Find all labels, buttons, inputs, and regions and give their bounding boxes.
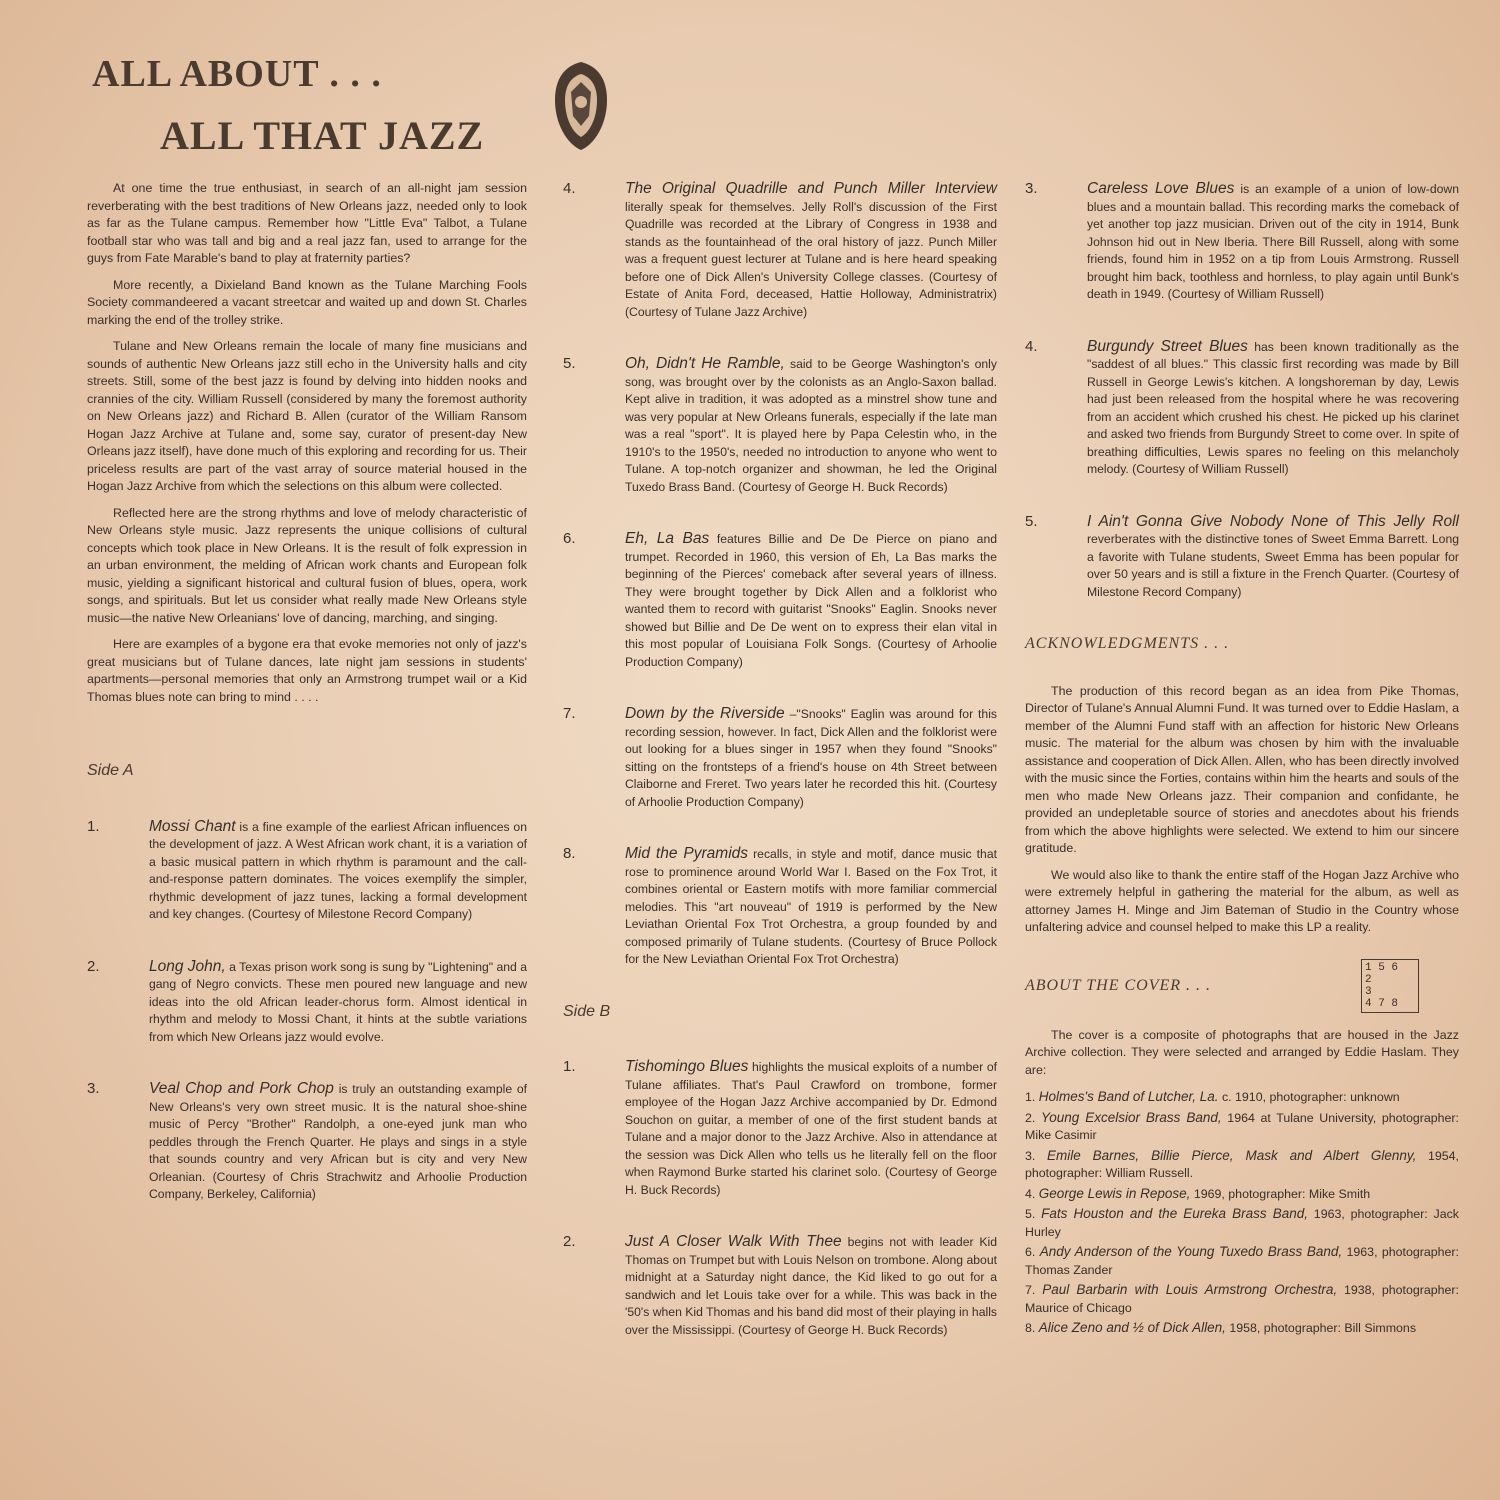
photo-title: Emile Barnes, Billie Pierce, Mask and Albert Glenny, xyxy=(1046,1147,1417,1163)
cover-layout-key xyxy=(1361,959,1419,1013)
about-cover-heading: ABOUT THE COVER . . . xyxy=(1025,976,1212,994)
track-item xyxy=(87,818,527,924)
track-item xyxy=(563,1233,997,1339)
track-item xyxy=(563,845,997,969)
photo-title: Fats Houston and the Eureka Brass Band, xyxy=(1041,1206,1309,1221)
cover-photo-item xyxy=(1025,1319,1459,1338)
track-item xyxy=(563,705,997,811)
cover-intro: The cover is a composite of photographs that are housed in the Jazz Archive collection. They were selected and arranged by Eddie Haslam. They are: xyxy=(1025,1027,1459,1077)
track-item xyxy=(1025,180,1459,304)
cover-photo-item xyxy=(1025,1205,1459,1241)
column-3 xyxy=(1025,180,1459,1340)
tulane-seal-icon xyxy=(553,60,609,152)
track-item xyxy=(563,180,997,321)
track-item xyxy=(563,355,997,496)
cover-photo-item xyxy=(1025,1088,1459,1107)
track-title: Eh, La Bas xyxy=(625,530,710,547)
track-title: Mossi Chant xyxy=(149,817,236,835)
about-cover-header xyxy=(1025,959,1459,1013)
track-description: begins not with leader Kid Thomas on Trumpet but with Louis Nelson on trombone. Along about midnight at a Saturday night dance, the Kid liked to go out for a sandwich and let Louis take over for a while. This was back in the '50's when Kid Thomas and his band did most of their playing in halls over the Mississippi. (Courtesy of George H. Buck Records) xyxy=(625,1235,997,1337)
track-number: 7. xyxy=(563,705,576,722)
track-description: a Texas prison work song is sung by "Lightening" and a gang of Negro convicts. These men poured new language and new ideas into the old African leader-chorus form. Almost identical in rhythm and melody to Mossi Chant, it hints at the subtle variations from which New Orleans jazz would evolve. xyxy=(149,959,527,1044)
photo-credit: 1958, photographer: Bill Simmons xyxy=(1229,1321,1417,1335)
photo-number: 4. xyxy=(1025,1186,1036,1201)
photo-title: Holmes's Band of Lutcher, La. xyxy=(1038,1089,1219,1104)
track-title: Just A Closer Walk With Thee xyxy=(625,1233,842,1250)
track-title: Mid the Pyramids xyxy=(625,845,749,862)
cover-key-row: 1 5 6 xyxy=(1365,961,1399,974)
intro-paragraph: At one time the true enthusiast, in search of an all-night jam session reverberating with the best traditions of New Orleans jazz, needed only to look as far as the Tulane campus. Remember how "Little Eva" Talbot, a Tulane football star who was tall and big and a real jazz fan, used to arrange for the guys from Fate Marable's band to play at fraternity parties? xyxy=(87,181,527,265)
photo-title: Young Excelsior Brass Band, xyxy=(1040,1109,1222,1125)
intro-paragraph: Tulane and New Orleans remain the locale of many fine musicians and sounds of authentic New Orleans jazz still echo in the University halls and city streets. Still, some of the best jazz is found by delving into hidden nooks and crannies of the city. William Russell (considered by many the foremost authority on New Orleans jazz) and Richard B. Allen (curator of the William Ransom Hogan Jazz Archive at Tulane and, some say, curator of present-day New Orleans jazz itself), have done much of this exploring and recording for us. Their priceless results are part of the vast array of source material housed in the Hogan Jazz Archive from which the selections on this album were collected. xyxy=(87,339,527,493)
track-title: Burgundy Street Blues xyxy=(1087,337,1248,355)
cover-photo-item xyxy=(1025,1281,1459,1317)
photo-number: 8. xyxy=(1025,1321,1036,1335)
track-description: highlights the musical exploits of a number of Tulane affiliates. That's Paul Crawford on trombone, former employee of the Hogan Jazz Archive accompanied by Dr. Edmond Souchon on guitar, a member of one of the first student bands at Tulane and a major donor to the Jazz Archive. Also in attendance at the session was Dick Allen who tells us he literally fell on the floor when Raymond Burke started his clarinet solo. (Courtesy of George H. Buck Records) xyxy=(625,1060,998,1197)
track-item xyxy=(563,1058,997,1199)
track-title: Tishomingo Blues xyxy=(625,1058,749,1075)
track-description: is an example of a union of low-down blues and a mountain ballad. This recording marks the comeback of yet another top jazz musician. Driven out of the city in 1914, Bunk Johnson hid out in New Iberia. There Bill Russell, along with some friends, found him in 1952 on a tip from Louis Armstrong. Russell brought him back, toothless and hornless, to play again until Bunk's death in 1949. (Courtesy of William Russell) xyxy=(1087,182,1459,301)
photo-credit: 1963, photographer: Thomas Zander xyxy=(1025,1245,1460,1277)
track-title: Long John, xyxy=(149,957,226,975)
cover-key-row: 3 xyxy=(1365,985,1372,998)
track-number: 8. xyxy=(563,845,576,862)
cover-key-row: 2 xyxy=(1365,973,1372,986)
cover-key-row: 4 7 8 xyxy=(1365,997,1399,1010)
track-number: 2. xyxy=(563,1233,576,1250)
track-number: 2. xyxy=(87,957,100,975)
track-description: said to be George Washington's only song, was brought over by the colonists as an Anglo-Saxon ballad. Kept alive in tradition, it was adopted as a minstrel show tune and was very popular at New Orleans funerals, especially if the late man was a real "sport". It is played here by Papa Celestin who, in the 1910's to the 1950's, needed no introduction to anyone who went to Tulane. A top-notch organizer and showman, he led the Original Tuxedo Brass Band. (Courtesy of George H. Buck Records) xyxy=(625,357,997,494)
acknowledgments-paragraph: We would also like to thank the entire staff of the Hogan Jazz Archive who were extremely helpful in gathering the material for the album, as well as attorney James H. Minge and Jim Bateman of Studio in the Country whose unfaltering advice and counsel helped to make this LP a reality. xyxy=(1025,867,1459,934)
track-number: 5. xyxy=(1025,512,1038,530)
photo-credit: c. 1910, photographer: unknown xyxy=(1221,1090,1400,1104)
track-number: 4. xyxy=(1025,337,1038,355)
cover-photo-item xyxy=(1025,1185,1459,1204)
column-2 xyxy=(563,180,997,1373)
track-description: recalls, in style and motif, dance music that rose to prominence around World War I. Based on the Fox Trot, it combines oriental or Eastern motifs with more familiar commercial melodies. This "art nouveau" of 1919 is performed by the New Leviathan Oriental Fox Trot Orchestra, a group founded by and composed primarily of Tulane students. (Courtesy of Bruce Pollock for the New Leviathan Oriental Fox Trot Orchestra) xyxy=(625,847,997,966)
photo-number: 3. xyxy=(1025,1148,1036,1163)
intro-paragraph: Here are examples of a bygone era that evoke memories not only of jazz's great musicians but of Tulane dances, late night jam sessions in students' apartments—personal memories that only an Armstrong trumpet wail or a Kid Thomas blues note can bring to mind . . . . xyxy=(87,637,527,704)
track-description: is a fine example of the earliest African influences on the development of jazz. A West African work chant, it is a variation of a basic musical pattern in which rhythm is paramount and the call-and-response pattern dominates. The voices exemplify the simpler, rhythmic development of jazz tunes, lacking a formal development and key changes. (Courtesy of Milestone Record Company) xyxy=(149,819,527,921)
track-description: has been known traditionally as the "saddest of all blues." This classic first recording was made by Bill Russell in George Lewis's kitchen. A longshoreman by day, Lewis had just been released from the hospital where he was recovering from an accident which crushed his chest. He picked up his clarinet and asked two friends from Burgundy Street to come over. In spite of breathing difficulties, Lewis spares no feeling on this melancholy melody. (Courtesy of William Russell) xyxy=(1087,339,1459,476)
track-item xyxy=(1025,513,1459,602)
acknowledgments-heading: ACKNOWLEDGMENTS . . . xyxy=(1025,635,1230,652)
track-title: Down by the Riverside xyxy=(625,705,785,722)
acknowledgments-paragraph: The production of this record began as an idea from Pike Thomas, Director of Tulane's Annual Alumni Fund. It was turned over to Eddie Haslam, a member of the Alumni Fund staff with an affection for historic New Orleans music. The material for the album was chosen by him with the invaluable assistance and cooperation of Dick Allen. Allen, who has been directly involved with the music since the Forties, contains within him the hearts and souls of the men who made New Orleans jazz. Their companion and confidante, he provided an undepletable source of stories and anecdotes about his friends from which the above highlights were selected. We extend to him our sincere gratitude. xyxy=(1025,683,1459,855)
track-number: 6. xyxy=(563,530,576,547)
intro-paragraph: Reflected here are the strong rhythms and love of melody characteristic of New Orleans style music. Jazz represents the unique collisions of cultural concepts which took place in New Orleans. It is the result of folk expression in an urban environment, the melding of African work chants and European folk music, yielding a significant historical and cultural fusion of blues, opera, work songs, and spirituals. But let us consider what really made New Orleans style music—the native New Orleanians' love of dancing, marching, and singing. xyxy=(87,505,527,625)
photo-credit: 1963, photographer: Jack Hurley xyxy=(1025,1207,1459,1239)
cover-photo-item xyxy=(1025,1147,1459,1183)
track-item xyxy=(1025,338,1459,479)
title-line-2: ALL THAT JAZZ xyxy=(160,113,485,158)
photo-title: Andy Anderson of the Young Tuxedo Brass Band, xyxy=(1039,1244,1343,1259)
track-number: 3. xyxy=(1025,180,1038,197)
track-description: –"Snooks" Eaglin was around for this recording session, however. In fact, Dick Allen and the folklorist were out looking for a blues singer in 1957 when they found "Snooks" sitting on the frontsteps of a friend's house on 4th Street between Claiborne and Freret. Two years later he recorded this hit. (Courtesy of Arhoolie Production Company) xyxy=(625,707,998,809)
photo-title: Alice Zeno and ½ of Dick Allen, xyxy=(1038,1320,1226,1335)
track-number: 3. xyxy=(87,1080,100,1097)
track-title: The Original Quadrille and Punch Miller Interview xyxy=(625,180,997,197)
track-title: I Ain't Gonna Give Nobody None of This Jelly Roll xyxy=(1087,512,1459,530)
track-description: is truly an outstanding example of New Orleans's very own street music. It is the natural shoe-shine music of Percy "Brother" Randolph, a one-eyed junk man who peddles through the French Quarter. He plays and sings in a style that sounds country and very African but is city and very New Orleanian. (Courtesy of Chris Strachwitz and Arhoolie Production Company, Berkeley, California) xyxy=(149,1082,527,1201)
track-item xyxy=(563,530,997,671)
track-number: 4. xyxy=(563,180,576,197)
track-number: 5. xyxy=(563,355,576,372)
photo-title: Paul Barbarin with Louis Armstrong Orchestra, xyxy=(1042,1282,1338,1297)
side-a-label: Side A xyxy=(87,762,134,779)
photo-number: 7. xyxy=(1025,1283,1036,1297)
track-number: 1. xyxy=(563,1058,576,1075)
track-description: reverberates with the distinctive tones of Sweet Emma Barrett. Long a favorite with Tulane students, Sweet Emma has been popular for over 50 years and is still a fixture in the French Quarter. (Courtesy of Milestone Record Company) xyxy=(1087,532,1459,599)
track-description: literally speak for themselves. Jelly Roll's discussion of the First Quadrille was recorded at the Library of Congress in 1938 and stands as the fountainhead of the oral history of jazz. Punch Miller was a frequent guest lecturer at Tulane and is here heard speaking before one of Dick Allen's University College classes. (Courtesy of Estate of Anita Ford, deceased, Hattie Holloway, Administratrix) (Courtesy of Tulane Jazz Archive) xyxy=(625,199,997,319)
track-title: Careless Love Blues xyxy=(1087,180,1235,197)
side-b-label: Side B xyxy=(563,1002,611,1020)
track-title: Oh, Didn't He Ramble, xyxy=(625,355,785,372)
photo-title: George Lewis in Repose, xyxy=(1038,1185,1191,1201)
track-number: 1. xyxy=(87,817,100,835)
photo-number: 1. xyxy=(1025,1090,1036,1104)
track-description: features Billie and De De Pierce on piano and trumpet. Recorded in 1960, this version of Eh, La Bas marks the beginning of the Pierces' comeback after several years of illness. They were brought together by Dick Allen and a folklorist who wanted them to record with guitarist "Snooks" Eaglin. Snooks never showed but Billie and De De went on to express their elan vital in this most popular of Louisiana Folk Songs. (Courtesy of Arhoolie Production Company) xyxy=(625,532,997,669)
cover-photo-list xyxy=(1025,1088,1459,1338)
cover-photo-item xyxy=(1025,1243,1459,1279)
photo-number: 5. xyxy=(1025,1207,1036,1221)
cover-photo-item xyxy=(1025,1109,1459,1145)
track-title: Veal Chop and Pork Chop xyxy=(149,1080,334,1097)
photo-credit: 1969, photographer: Mike Smith xyxy=(1193,1186,1371,1201)
photo-credit: 1938, photographer: Maurice of Chicago xyxy=(1025,1283,1459,1315)
intro-paragraph: More recently, a Dixieland Band known as the Tulane Marching Fools Society commandeered a vacant streetcar and waited up and down St. Charles marking the end of the trolley strike. xyxy=(87,277,527,327)
track-item xyxy=(87,1080,527,1204)
photo-number: 2. xyxy=(1025,1110,1036,1125)
track-item xyxy=(87,958,527,1047)
title-line-1: ALL ABOUT . . . xyxy=(92,53,382,95)
column-1 xyxy=(87,180,527,1238)
photo-number: 6. xyxy=(1025,1245,1036,1259)
photo-credit: 1954, photographer: William Russell. xyxy=(1025,1148,1459,1180)
photo-credit: 1964 at Tulane University, photographer: Mike Casimir xyxy=(1025,1110,1459,1142)
